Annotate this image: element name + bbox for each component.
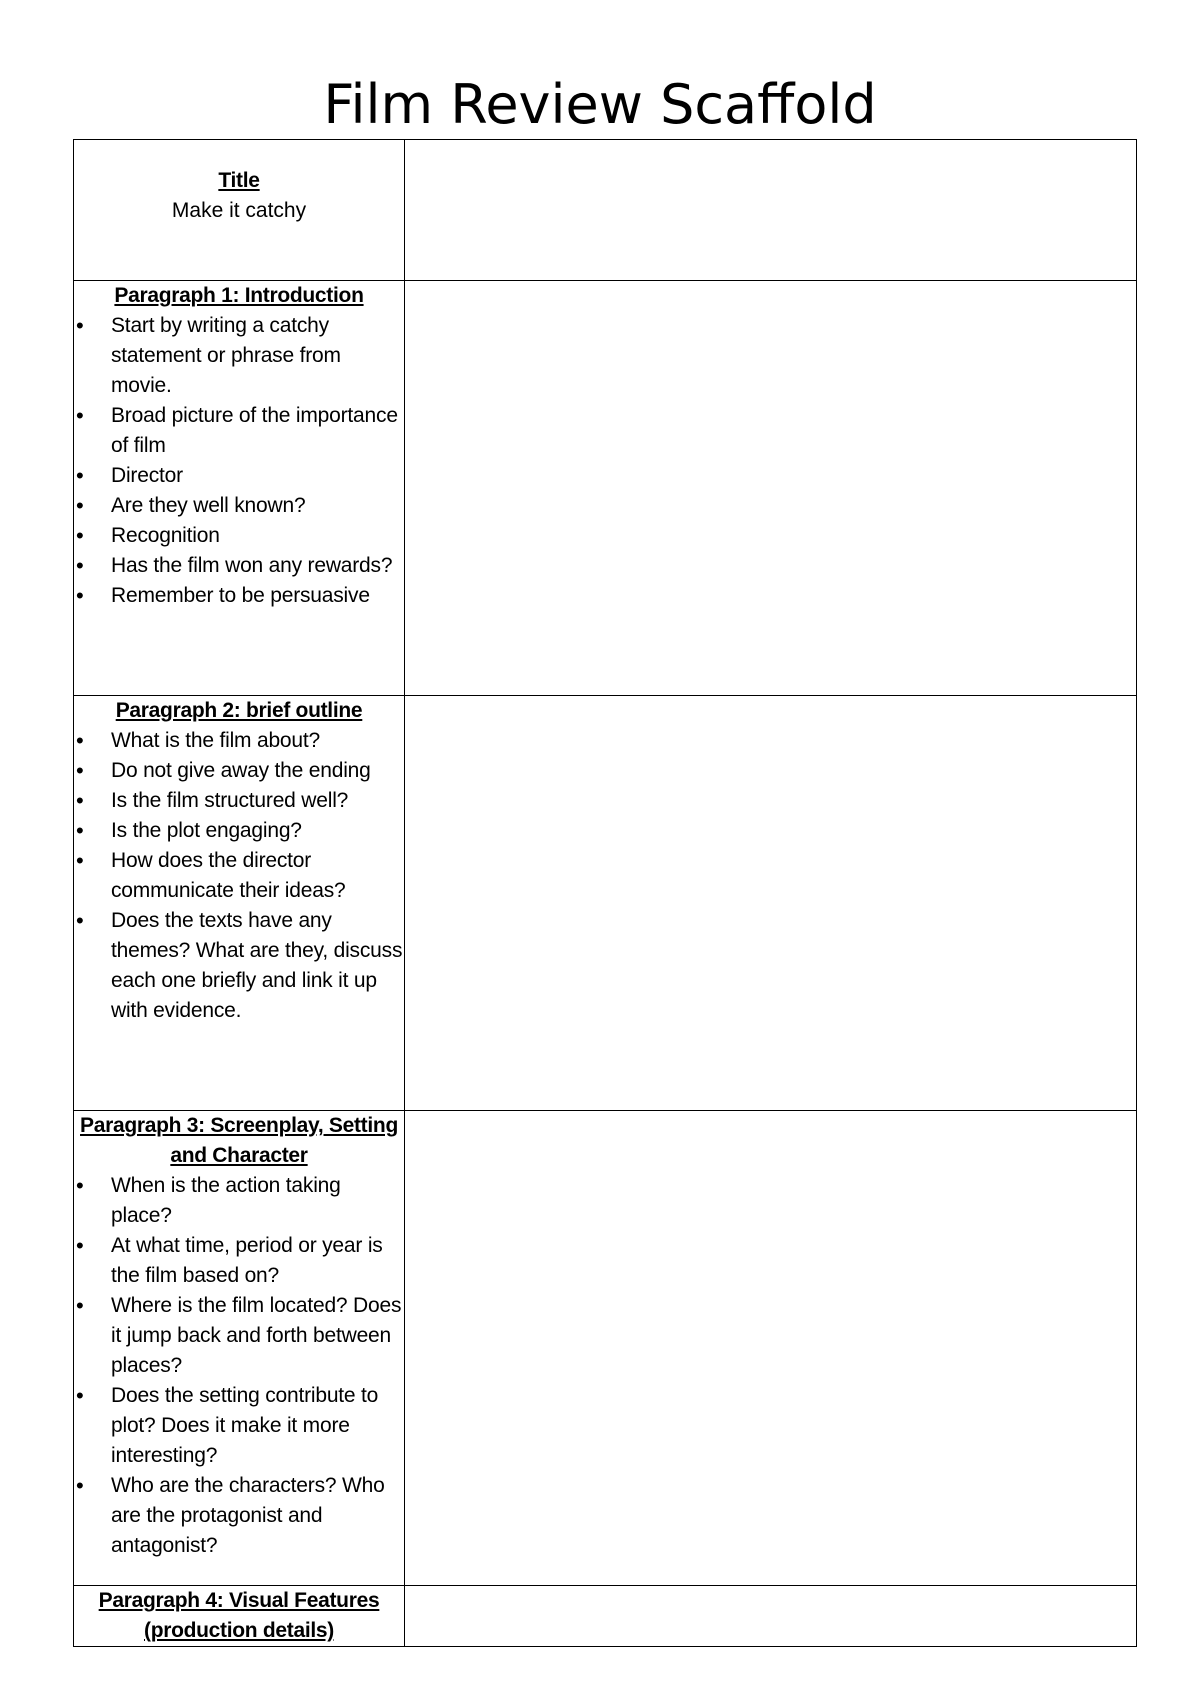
prompt-list	[74, 726, 404, 1026]
list-item: • Who are the characters? Who are the protagonist and antagonist?	[74, 1471, 404, 1561]
list-item: • Does the setting contribute to plot? Does it make it more interesting?	[74, 1381, 404, 1471]
list-item: • Do not give away the ending	[74, 756, 404, 786]
list-item: • Director	[74, 461, 404, 491]
answer-cell-paragraph-3[interactable]	[405, 1111, 1137, 1586]
page-title: Film Review Scaffold	[323, 73, 877, 136]
list-item: • Is the plot engaging?	[74, 816, 404, 846]
table-row-paragraph-3	[74, 1111, 1137, 1586]
list-item: • Start by writing a catchy statement or phrase from movie.	[74, 311, 404, 401]
list-item: • Recognition	[74, 521, 404, 551]
prompt-cell	[74, 1111, 405, 1586]
answer-cell-paragraph-2[interactable]	[405, 696, 1137, 1111]
list-item: • How does the director communicate their ideas?	[74, 846, 404, 906]
list-item: • When is the action taking place?	[74, 1171, 404, 1231]
row-heading: Paragraph 3: Screenplay, Setting and Character	[80, 1114, 398, 1167]
prompt-cell	[74, 1586, 405, 1647]
list-item: • Is the film structured well?	[74, 786, 404, 816]
prompt-cell	[74, 140, 405, 281]
row-heading: Paragraph 2: brief outline	[115, 699, 363, 722]
table-row-paragraph-1	[74, 281, 1137, 696]
prompt-cell	[74, 696, 405, 1111]
prompt-list	[74, 1171, 404, 1561]
list-item: • What is the film about?	[74, 726, 404, 756]
list-item: • At what time, period or year is the film based on?	[74, 1231, 404, 1291]
list-item: • Does the texts have any themes? What are they, discuss each one briefly and link it up with evidence.	[74, 906, 404, 1026]
list-item: • Are they well known?	[74, 491, 404, 521]
table-row-paragraph-2	[74, 696, 1137, 1111]
answer-cell-paragraph-4[interactable]	[405, 1586, 1137, 1647]
list-item: • Remember to be persuasive	[74, 581, 404, 611]
scaffold-table	[73, 139, 1137, 1647]
row-heading: Paragraph 4: Visual Features (production details)	[98, 1589, 380, 1642]
list-item: • Where is the film located? Does it jump back and forth between places?	[74, 1291, 404, 1381]
row-subtext: Make it catchy	[171, 199, 307, 222]
table-row-paragraph-4	[74, 1586, 1137, 1647]
answer-cell-paragraph-1[interactable]	[405, 281, 1137, 696]
row-heading: Title	[218, 169, 260, 192]
row-heading: Paragraph 1: Introduction	[114, 284, 364, 307]
prompt-list	[74, 311, 404, 611]
list-item: • Broad picture of the importance of film	[74, 401, 404, 461]
prompt-cell	[74, 281, 405, 696]
table-row-title	[74, 140, 1137, 281]
answer-cell-title[interactable]	[405, 140, 1137, 281]
list-item: • Has the film won any rewards?	[74, 551, 404, 581]
